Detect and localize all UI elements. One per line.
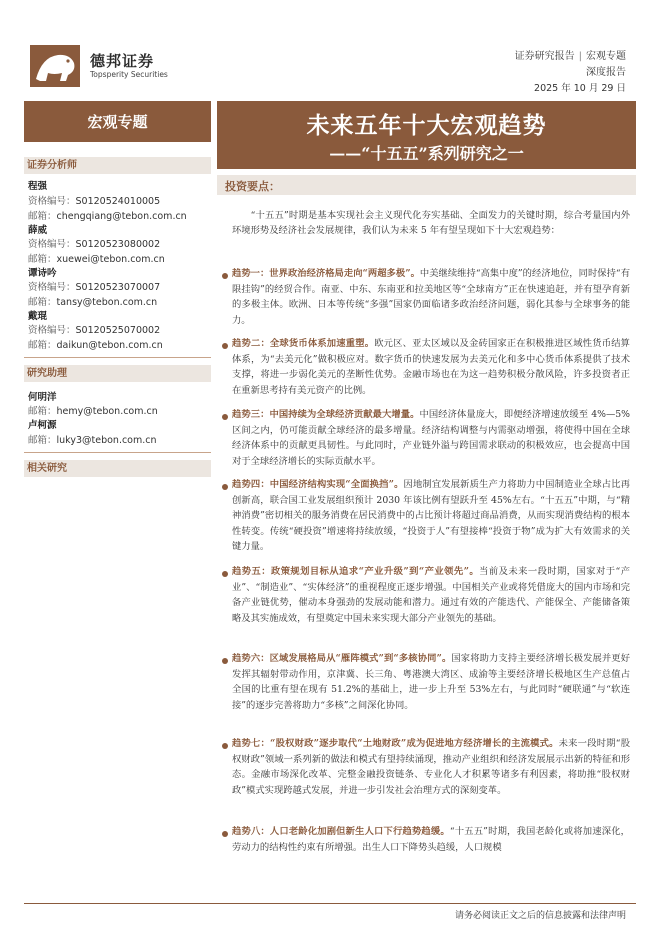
header-separator: | <box>578 51 582 62</box>
trend-item: 趋势二：全球货币体系加速重塑。欧元区、亚太区域以及金砖国家正在积极推进区域性货币结算体系，为“去美元化”做积极应对。数字货币的快速发展为去美元化和多中心货币体系提供了技术支撑，将进一步弱化美元的垄断性优势。金融市场也在为这一趋势积极分散风险，许多投资者正在重新思考持有美元资产的比例。 <box>232 338 630 396</box>
analyst-cert: 资格编号：S0120523080002 <box>28 239 161 250</box>
assistant-email: 邮箱：luky3@tebon.com.cn <box>28 435 157 446</box>
trend-item: 趋势四：中国经济结构实现“全面换挡”。因地制宜发展新质生产力将助力中国制造业全球占比再创新高，联合国工业发展组织预计 2030 年该比例有望跃升至 45%左右。“十五五”中期，与“精神消费”密切相关的服务消费在居民消费中的占比预计将超过商品消费，从而实现消费结构的根本性转变。传统“硬投资”增速将持续放缓，“投资于人”有望接棒“投资于物”成为扩大有效需求的关键力量。 <box>232 479 630 553</box>
investment-highlights-title: 投资要点： <box>225 180 280 193</box>
analyst-email: 邮箱：tansy@tebon.com.cn <box>28 297 158 308</box>
report-date: 2025 年 10 月 29 日 <box>534 83 626 94</box>
analyst-email: 邮箱：xuewei@tebon.com.cn <box>28 254 165 265</box>
analyst-cert: 资格编号：S0120525070002 <box>28 325 161 336</box>
analyst-cert: 资格编号：S0120523070007 <box>28 282 161 293</box>
bullet-icon <box>222 273 228 279</box>
tiger-logo-icon <box>30 45 80 87</box>
report-type: 证券研究报告 <box>514 51 575 62</box>
trend-item: 趋势五：政策规划目标从追求“产业升级”到“产业领先”。当前及未来一段时期，国家对于“产业”、“制造业”、“实体经济”的重视程度正逐步增强。中国相关产业或将凭借庞大的国内市场和完备产业链优势，催动本身强劲的发展动能和潜力。通过有效的产能迭代、产能保全、产能储备策略及其实施成效，有望奠定中国未来实现大部分产业领先的基础。 <box>232 566 630 624</box>
trend-item: 趋势六：区域发展格局从“雁阵模式”到“多核协同”。国家将助力支持主要经济增长极发展并更好发挥其辐射带动作用，京津冀、长三角、粤港澳大湾区、成渝等主要经济增长极地区生产总值占全国的比重有望在现有 51.2%的基础上，进一步上升至 53%左右，与此同时“硬联通”与“软连接”的逐步完善将助力“多核”之间深化协同。 <box>232 653 630 711</box>
company-logo <box>30 45 80 87</box>
report-type-line <box>515 47 626 62</box>
report-category: 宏观专题 <box>586 51 626 62</box>
related-research-title: 相关研究 <box>24 460 211 477</box>
footer-divider <box>24 903 636 904</box>
footer-disclaimer: 请务必阅读正文之后的信息披露和法律声明 <box>454 911 626 921</box>
trend-item: 趋势一：世界政治经济格局走向“两超多极”。中美继续维持“高集中度”的经济地位，同时保持“有限挂钩”的经贸合作。南亚、中东、东南亚和拉美地区等“全球南方”正在快速追赶，并有望孕育新的多极主体。欧洲、日本等传统“多强”国家仍面临诸多政治经济问题，弱化其参与全球事务的能力。 <box>232 268 630 326</box>
analyst-name: 戴琨 <box>28 311 48 322</box>
analyst-name: 程强 <box>28 181 48 192</box>
investment-highlights-header <box>217 175 636 195</box>
bullet-icon <box>222 414 228 420</box>
trend-item: 趋势七：“股权财政”逐步取代“土地财政”成为促进地方经济增长的主流模式。未来一段时期“股权财政”领域一系列新的做法和模式有望持续涌现，推动产业组织和经济发展展示出新的特征和形态。金融市场深化改革、完整金融投资链条、专业化人才积累等诸多有利因素，将助推“股权财政”模式实现跨越式发展，并进一步引发社会治理方式的深刻变革。 <box>232 738 630 796</box>
bullet-icon <box>222 343 228 349</box>
assistants-section-title: 研究助理 <box>24 365 211 382</box>
analyst-name: 薛威 <box>28 225 48 236</box>
title-banner <box>217 101 636 169</box>
bullet-icon <box>222 658 228 664</box>
section-divider <box>24 357 211 358</box>
trend-item: 趋势三：中国持续为全球经济贡献最大增量。中国经济体量庞大，即便经济增速放缓至 4%—5%区间之内，仍可能贡献全球经济的最多增量。经济结构调整与内需驱动增强，将使得中国在全球经济体系中的贡献更具韧性。与此同时，产业链外溢与跨国需求联动的积极效应，也会提高中国对于全球经济增长的实际贡献水平。 <box>232 409 630 467</box>
analyst-email: 邮箱：daikun@tebon.com.cn <box>28 340 163 351</box>
report-depth: 深度报告 <box>586 67 626 78</box>
analyst-email: 邮箱：chengqiang@tebon.com.cn <box>28 211 187 222</box>
bullet-icon <box>222 571 228 577</box>
bullet-icon <box>222 743 228 749</box>
bullet-icon <box>222 831 228 837</box>
page-subtitle: ——“十五五”系列研究之一 <box>329 144 524 163</box>
analyst-name: 谭诗吟 <box>28 268 57 279</box>
analysts-section-title: 证券分析师 <box>24 157 211 174</box>
category-banner: 宏观专题 <box>24 101 211 142</box>
assistant-name: 卢柯源 <box>28 420 57 431</box>
bullet-icon <box>222 484 228 490</box>
assistant-email: 邮箱：hemy@tebon.com.cn <box>28 406 158 417</box>
section-divider <box>24 452 211 453</box>
assistant-name: 何明洋 <box>28 392 57 403</box>
company-name-cn: 德邦证券 <box>90 52 155 70</box>
trend-item: 趋势八：人口老龄化加剧但新生人口下行趋势趋缓。“十五五”时期，我国老龄化或将加速深化，劳动力的结构性约束有所增强。出生人口下降势头趋缓，人口规模 <box>232 826 630 853</box>
analyst-cert: 资格编号：S0120524010005 <box>28 196 161 207</box>
company-name-en: Topsperity Securities <box>90 70 168 79</box>
intro-paragraph: “十五五”时期是基本实现社会主义现代化夯实基础、全面发力的关键时期，综合考量国内外环境形势及经济社会发展规律，我们认为未来 5 年有望呈现如下十大宏观趋势： <box>232 210 630 237</box>
page-title: 未来五年十大宏观趋势 <box>306 112 547 139</box>
